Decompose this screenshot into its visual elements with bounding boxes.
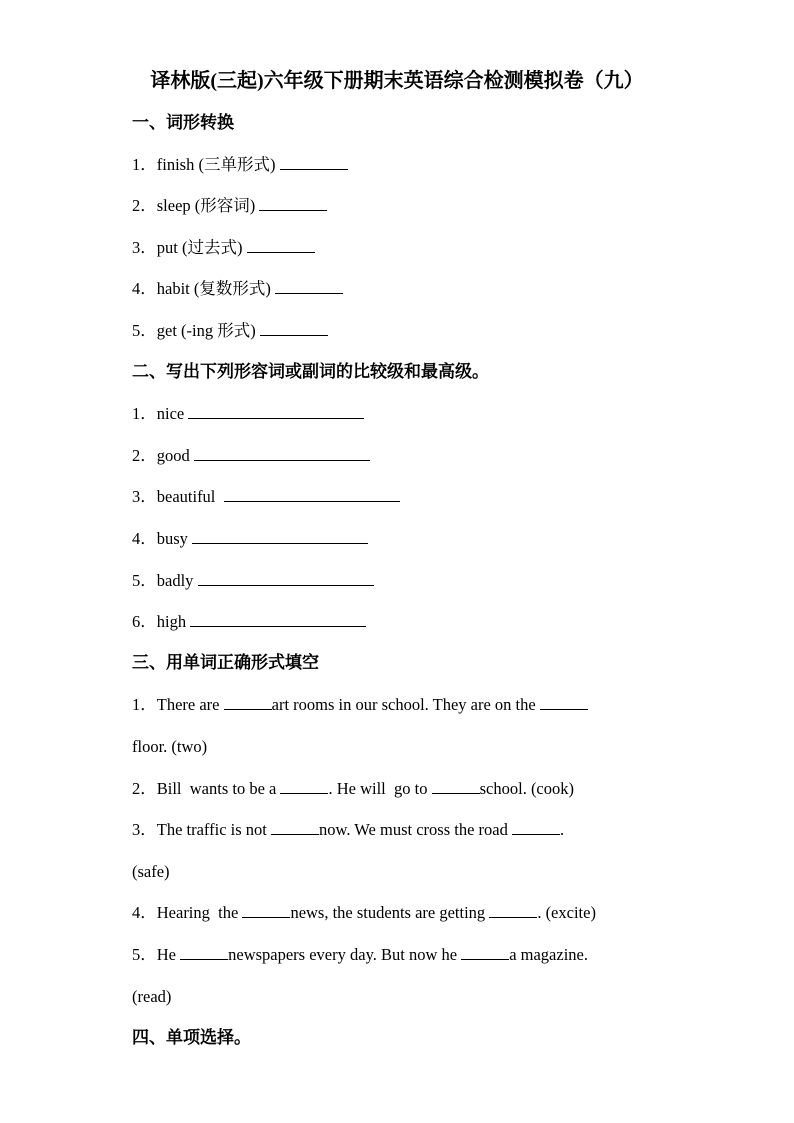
section1-item-3: 3．put (过去式) — [132, 236, 315, 260]
section3-question-2: 2．Bill wants to be a . He will go to school. (cook) — [132, 779, 575, 798]
section1-item-5: 5．get (-ing 形式) — [132, 319, 328, 343]
answer-blank[interactable] — [190, 610, 366, 627]
section3-question-3-cont: (safe) — [132, 862, 170, 881]
answer-blank[interactable] — [512, 818, 560, 835]
section2-item-4: 4．busy — [132, 527, 368, 551]
section2-item-6: 6．high — [132, 610, 366, 634]
section2-heading: 二、写出下列形容词或副词的比较级和最高级。 — [132, 362, 489, 381]
answer-blank[interactable] — [224, 693, 272, 710]
section2-item-2: 2．good — [132, 444, 370, 468]
answer-blank[interactable] — [432, 777, 480, 794]
section3-question-3: 3．The traffic is not now. We must cross the road . — [132, 820, 565, 839]
answer-blank[interactable] — [461, 943, 509, 960]
section3-question-1-cont: floor. (two) — [132, 737, 208, 756]
answer-blank[interactable] — [259, 194, 327, 211]
answer-blank[interactable] — [192, 527, 368, 544]
section3-question-5: 5．He newspapers every day. But now he a magazine. — [132, 945, 588, 964]
page-title: 译林版(三起)六年级下册期末英语综合检测模拟卷（九） — [150, 70, 644, 92]
answer-blank[interactable] — [247, 236, 315, 253]
section3-question-1: 1．There are art rooms in our school. They are on the — [132, 693, 588, 717]
section2-item-3: 3．beautiful — [132, 485, 400, 509]
section2-item-5: 5．badly — [132, 569, 374, 593]
answer-blank[interactable] — [540, 693, 588, 710]
answer-blank[interactable] — [280, 777, 328, 794]
section1-heading: 一、词形转换 — [132, 113, 234, 132]
section4-heading: 四、单项选择。 — [132, 1028, 251, 1047]
section1-item-1: 1．finish (三单形式) — [132, 153, 348, 177]
answer-blank[interactable] — [180, 943, 228, 960]
section3-question-4: 4．Hearing the news, the students are getting . (excite) — [132, 903, 596, 922]
section1-item-4: 4．habit (复数形式) — [132, 277, 343, 301]
answer-blank[interactable] — [242, 901, 290, 918]
section2-item-1: 1．nice — [132, 402, 364, 426]
answer-blank[interactable] — [198, 569, 374, 586]
answer-blank[interactable] — [489, 901, 537, 918]
answer-blank[interactable] — [271, 818, 319, 835]
answer-blank[interactable] — [275, 277, 343, 294]
answer-blank[interactable] — [224, 485, 400, 502]
answer-blank[interactable] — [194, 444, 370, 461]
answer-blank[interactable] — [280, 153, 348, 170]
section3-question-5-cont: (read) — [132, 987, 172, 1006]
answer-blank[interactable] — [188, 402, 364, 419]
answer-blank[interactable] — [260, 319, 328, 336]
section1-item-2: 2．sleep (形容词) — [132, 194, 327, 218]
section3-heading: 三、用单词正确形式填空 — [132, 653, 319, 672]
